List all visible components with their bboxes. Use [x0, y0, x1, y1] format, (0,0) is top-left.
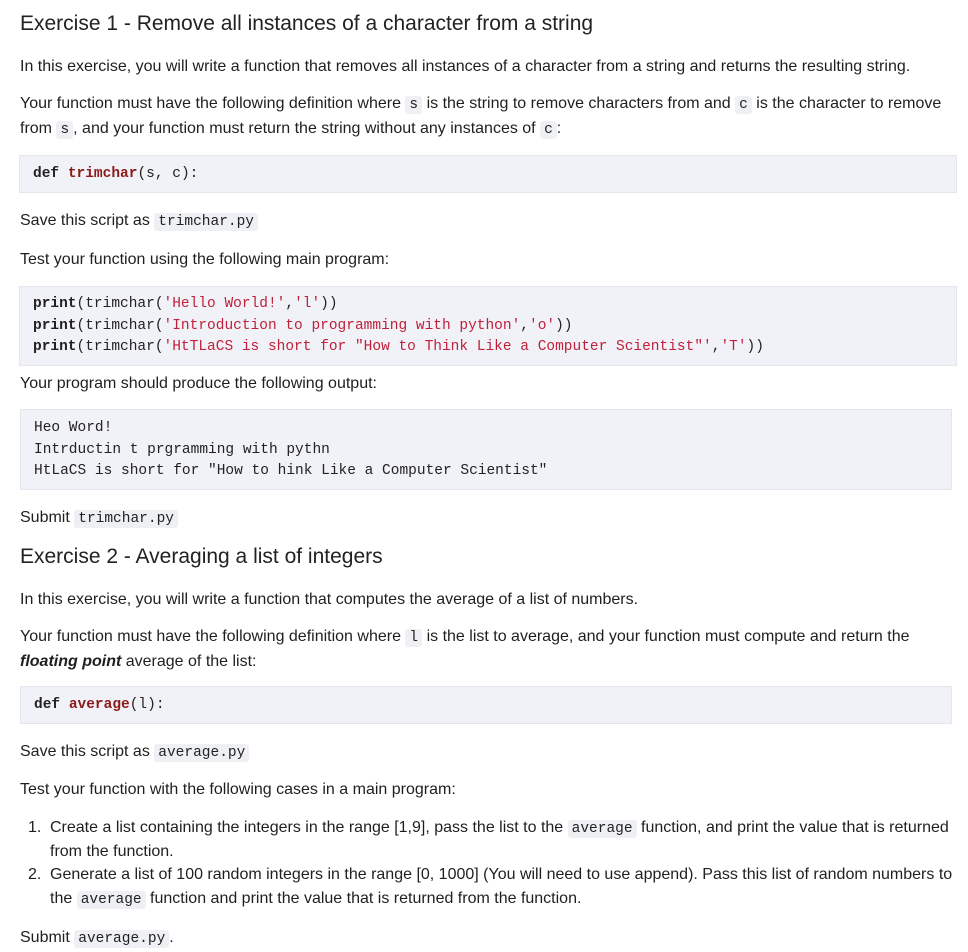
keyword: print	[33, 339, 77, 355]
exercise-1-title: Exercise 1 - Remove all instances of a character from a string	[20, 12, 594, 35]
exercise-2-definition-line-1	[20, 625, 910, 650]
emphasis-text: floating point	[20, 653, 122, 670]
list-number: 2.	[28, 866, 42, 883]
code-line	[34, 695, 938, 717]
inline-code-s: s	[56, 121, 73, 139]
text-span: , and your function must return the string without any instances of	[73, 120, 541, 137]
exercise-2-intro: In this exercise, you will write a function that computes the average of a list of numbers.	[20, 591, 639, 608]
exercise-1-submit-line	[20, 506, 178, 531]
list-item-continuation	[50, 840, 174, 864]
code-text: (trimchar(	[76, 339, 164, 355]
exercise-1-test-line: Test your function using the following main program:	[20, 251, 390, 268]
exercise-1-intro: In this exercise, you will write a function that removes all instances of a character from a string and returns the resulting string.	[20, 58, 911, 75]
exercise-2-save-line	[20, 740, 249, 765]
exercise-1-output-block	[20, 409, 952, 490]
exercise-1-main-program-block	[19, 286, 957, 366]
list-item	[28, 863, 953, 887]
string-literal: 'T'	[720, 339, 747, 355]
keyword: def	[34, 697, 61, 713]
exercise-1-def-block	[19, 155, 957, 193]
string-literal: 'Introduction to programming with python'	[163, 317, 521, 334]
inline-code-s: s	[405, 96, 422, 114]
list-item-continuation	[50, 887, 581, 912]
list-item	[28, 816, 949, 841]
text-span: from the function.	[50, 843, 174, 860]
inline-code-filename: trimchar.py	[74, 510, 178, 528]
code-text: ))	[746, 339, 764, 355]
text-span: Save this script as	[20, 212, 155, 229]
code-text: ,	[285, 296, 295, 312]
exercise-1-definition-line-1	[20, 92, 941, 117]
function-args: (s, c):	[137, 166, 199, 182]
text-span: function, and print the value that is returned	[636, 819, 949, 836]
text-span: from	[20, 120, 57, 137]
text-span: Your function must have the following definition where	[20, 95, 406, 112]
text-span: Submit	[20, 509, 75, 526]
inline-code-filename: average.py	[74, 930, 169, 948]
function-name: average	[68, 697, 130, 713]
exercise-1-output-line: Your program should produce the following output:	[20, 375, 377, 392]
code-line	[33, 294, 943, 316]
text-span: Generate a list of 100 random integers in the range [0, 1000] (You will need to use append). Pass this list of random numbers to	[50, 866, 953, 883]
output-line: Heo Word!	[34, 420, 113, 436]
text-span: average of the list:	[121, 653, 257, 670]
exercise-2-definition-line-2	[20, 650, 257, 674]
code-text: (trimchar(	[76, 317, 164, 334]
text-span: is the list to average, and your function must compute and return the	[422, 628, 910, 645]
code-line	[33, 316, 943, 338]
string-literal: 'l'	[294, 296, 321, 312]
keyword: def	[33, 166, 60, 182]
exercise-1-definition-line-2	[20, 117, 561, 142]
string-literal: 'Hello World!'	[163, 296, 286, 312]
list-number: 1.	[28, 819, 42, 836]
string-literal: 'o'	[529, 317, 556, 334]
code-text: ))	[555, 317, 573, 334]
exercise-2-title: Exercise 2 - Averaging a list of integers	[20, 545, 383, 568]
exercise-2-submit-line	[20, 926, 174, 951]
text-span: :	[556, 120, 562, 137]
text-span: Submit	[20, 929, 75, 946]
text-span: Save this script as	[20, 743, 155, 760]
inline-code-c: c	[540, 121, 557, 139]
function-name: trimchar	[67, 166, 138, 182]
inline-code-average: average	[568, 820, 637, 838]
exercise-1-save-line	[20, 209, 258, 234]
exercise-2-def-block	[20, 686, 952, 724]
output-line: HtLaCS is short for "How to hink Like a Computer Scientist"	[34, 463, 548, 479]
text-span: Create a list containing the integers in the range [1,9], pass the list to the	[50, 819, 568, 836]
text-span: .	[169, 929, 174, 946]
code-line	[33, 337, 943, 359]
keyword: print	[33, 317, 77, 334]
text-span: function and print the value that is returned from the function.	[145, 890, 582, 907]
function-args: (l):	[129, 697, 165, 713]
inline-code-average: average	[77, 891, 146, 909]
exercise-2-test-line: Test your function with the following cases in a main program:	[20, 781, 456, 798]
inline-code-filename: trimchar.py	[154, 213, 258, 231]
inline-code-c: c	[735, 96, 752, 114]
output-line: Intrductin t prgramming with pythn	[34, 441, 330, 458]
string-literal: 'HtTLaCS is short for "How to Think Like a Computer Scientist"'	[163, 339, 712, 355]
inline-code-l: l	[405, 629, 422, 647]
text-span: Your function must have the following definition where	[20, 628, 406, 645]
code-line	[33, 164, 943, 186]
text-span: the	[50, 890, 77, 907]
text-span: is the character to remove	[751, 95, 942, 112]
code-text: ,	[520, 317, 529, 334]
keyword: print	[33, 296, 77, 312]
code-text: ,	[711, 339, 721, 355]
code-text: (trimchar(	[76, 296, 164, 312]
inline-code-filename: average.py	[154, 744, 249, 762]
code-text: ))	[320, 296, 338, 312]
text-span: is the string to remove characters from and	[422, 95, 736, 112]
